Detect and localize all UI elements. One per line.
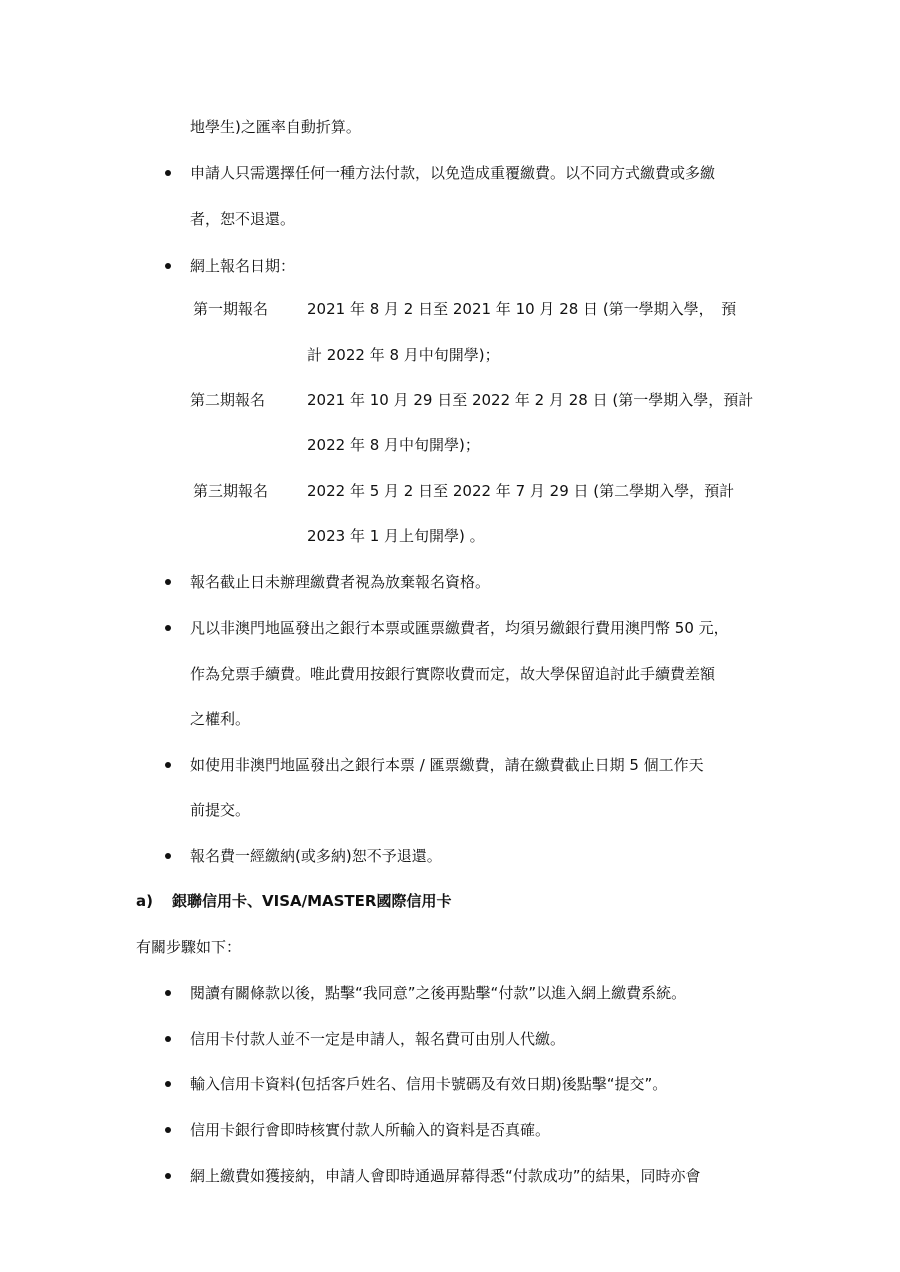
bullet-text-online-dates: 網上報名日期： (190, 257, 296, 275)
section-heading-marker: a) (136, 892, 153, 910)
bullet-dot-icon (165, 762, 171, 768)
bullet-text-deadline: 報名截止日未辦理繳費者視為放棄報名資格。 (190, 573, 491, 591)
bullet-dot-icon (165, 170, 171, 176)
session-3-dates-cont: 2023 年 1 月上旬開學) 。 (307, 527, 485, 545)
step-payer: 信用卡付款人並不一定是申請人，報名費可由別人代繳。 (190, 1030, 566, 1048)
bullet-text-bank-fee-cont-2: 之權利。 (190, 710, 251, 728)
bullet-text-single-payment-cont: 者，恕不退還。 (190, 210, 296, 228)
paragraph-continuation: 地學生)之匯率自動折算。 (190, 118, 361, 136)
bullet-dot-icon (165, 990, 171, 996)
session-2-label: 第二期報名 (190, 391, 266, 409)
bullet-text-bank-fee: 凡以非澳門地區發出之銀行本票或匯票繳費者，均須另繳銀行費用澳門幣 50 元， (190, 619, 729, 637)
bullet-dot-icon (165, 853, 171, 859)
steps-intro: 有關步驟如下： (136, 938, 242, 956)
bullet-text-single-payment: 申請人只需選擇任何一種方法付款，以免造成重覆繳費。以不同方式繳費或多繳 (190, 164, 716, 182)
session-1-label: 第一期報名 (193, 300, 269, 318)
session-2-dates-cont: 2022 年 8 月中旬開學)； (307, 436, 480, 454)
step-success: 網上繳費如獲接納，申請人會即時通過屏幕得悉“付款成功”的結果，同時亦會 (190, 1167, 701, 1185)
session-3-dates: 2022 年 5 月 2 日至 2022 年 7 月 29 日 (第二學期入學，預計 (307, 482, 735, 500)
step-verify: 信用卡銀行會即時核實付款人所輸入的資料是否真確。 (190, 1121, 551, 1139)
bullet-text-draft-submit: 如使用非澳門地區發出之銀行本票 / 匯票繳費，請在繳費截止日期 5 個工作天 (190, 756, 704, 774)
bullet-dot-icon (165, 1127, 171, 1133)
session-1-dates: 2021 年 8 月 2 日至 2021 年 10 月 28 日 (第一學期入學， 預 (307, 300, 737, 318)
bullet-dot-icon (165, 1173, 171, 1179)
session-1-dates-cont: 計 2022 年 8 月中旬開學)； (307, 346, 500, 364)
bullet-dot-icon (165, 579, 171, 585)
bullet-dot-icon (165, 625, 171, 631)
bullet-dot-icon (165, 1081, 171, 1087)
bullet-text-draft-submit-cont: 前提交。 (190, 801, 251, 819)
session-2-dates: 2021 年 10 月 29 日至 2022 年 2 月 28 日 (第一學期入學，預計 (307, 391, 754, 409)
session-3-label: 第三期報名 (193, 482, 269, 500)
section-heading: 銀聯信用卡、VISA/MASTER國際信用卡 (172, 892, 452, 910)
bullet-text-bank-fee-cont-1: 作為兌票手續費。唯此費用按銀行實際收費而定，故大學保留追討此手續費差額 (190, 665, 716, 683)
bullet-dot-icon (165, 263, 171, 269)
bullet-dot-icon (165, 1036, 171, 1042)
bullet-text-no-refund: 報名費一經繳納(或多納)恕不予退還。 (190, 847, 442, 865)
step-enter-card: 輸入信用卡資料(包括客戶姓名、信用卡號碼及有效日期)後點擊“提交”。 (190, 1075, 668, 1093)
step-read-terms: 閱讀有關條款以後，點擊“我同意”之後再點擊“付款”以進入網上繳費系統。 (190, 984, 687, 1002)
